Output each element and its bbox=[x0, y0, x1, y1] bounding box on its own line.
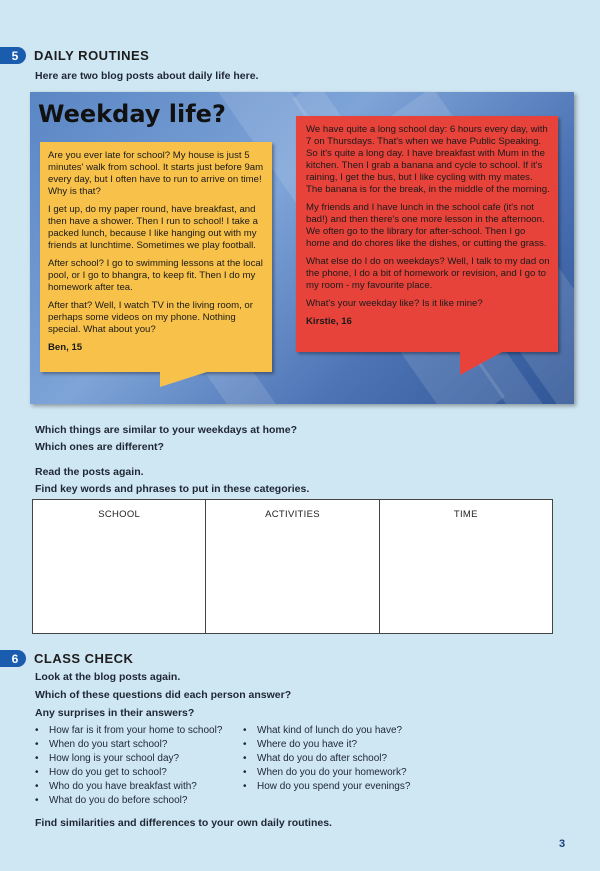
list-item: • How long is your school day? bbox=[35, 752, 222, 766]
post-paragraph: Are you ever late for school? My house is just 5 minutes' walk from school. It starts just before 9am every day, but I often have to run to arrive on time! Why is that? bbox=[48, 150, 264, 197]
blog-title: Weekday life? bbox=[38, 100, 226, 128]
post-author: Ben, 15 bbox=[48, 342, 83, 353]
post-paragraph: After that? Well, I watch TV in the living room, or perhaps some videos on my phone. Nothing special. What about you? bbox=[48, 300, 253, 335]
list-item: • When do you start school? bbox=[35, 738, 222, 752]
question-list-right bbox=[243, 724, 410, 794]
section-intro: Here are two blog posts about daily life here. bbox=[35, 70, 259, 82]
category-table bbox=[32, 499, 553, 634]
column-school[interactable] bbox=[33, 500, 206, 633]
column-activities[interactable] bbox=[206, 500, 379, 633]
prompt-read-again: Read the posts again. bbox=[35, 466, 144, 478]
list-item: • When do you do your homework? bbox=[243, 766, 410, 780]
prompt-similar: Which things are similar to your weekdays at home? bbox=[35, 424, 297, 436]
post-paragraph: My friends and I have lunch in the school cafe (it's not bad!) and then there's one more lesson in the afternoon. We often go to the library for after-school. Then I go home and do chores like the dishes, or cutting the grass. bbox=[306, 202, 547, 249]
speech-tail-kirstie bbox=[460, 351, 504, 375]
instruction-final: Find similarities and differences to your own daily routines. bbox=[35, 817, 332, 829]
blog-post-ben bbox=[40, 142, 272, 372]
instruction-which: Which of these questions did each person answer? bbox=[35, 689, 292, 701]
post-paragraph: After school? I go to swimming lessons at the local pool, or I go to bhangra, to keep fit. Then I do my homework after tea. bbox=[48, 258, 263, 293]
list-item: • How far is it from your home to school? bbox=[35, 724, 222, 738]
blog-post-kirstie bbox=[296, 116, 558, 352]
page-number: 3 bbox=[559, 838, 566, 850]
speech-tail-ben bbox=[160, 371, 210, 387]
section-number: 6 bbox=[0, 650, 26, 667]
section-number: 5 bbox=[0, 47, 26, 64]
section-title: CLASS CHECK bbox=[34, 651, 134, 666]
post-paragraph: What's your weekday like? Is it like mine? bbox=[306, 298, 483, 309]
section-title: DAILY ROUTINES bbox=[34, 48, 150, 63]
list-item: • Where do you have it? bbox=[243, 738, 410, 752]
blog-panel bbox=[30, 92, 574, 404]
list-item: • What kind of lunch do you have? bbox=[243, 724, 410, 738]
instruction-look: Look at the blog posts again. bbox=[35, 671, 181, 683]
list-item: • How do you get to school? bbox=[35, 766, 222, 780]
list-item: • What do you do after school? bbox=[243, 752, 410, 766]
column-header: SCHOOL bbox=[98, 509, 141, 520]
column-header: TIME bbox=[453, 509, 478, 520]
list-item: • How do you spend your evenings? bbox=[243, 780, 410, 794]
prompt-different: Which ones are different? bbox=[35, 441, 164, 453]
instruction-surprises: Any surprises in their answers? bbox=[35, 707, 195, 719]
prompt-find-key: Find key words and phrases to put in these categories. bbox=[35, 483, 310, 495]
section-5-header bbox=[0, 47, 149, 64]
post-paragraph: What else do I do on weekdays? Well, I talk to my dad on the phone, I do a bit of homework or revision, and I go to my room - my favourite place. bbox=[306, 256, 550, 291]
list-item: • What do you do before school? bbox=[35, 794, 222, 808]
question-list-left bbox=[35, 724, 222, 808]
section-6-header bbox=[0, 650, 133, 667]
post-author: Kirstie, 16 bbox=[306, 316, 352, 327]
post-paragraph: We have quite a long school day: 6 hours every day, with 7 on Thursdays. That's when we have Public Speaking. So it's quite a long day. I have breakfast with Mum in the kitchen. Then I grab a banana and cycle to school. If it's raining, I get the bus, but I like cycling with my mates. The banana is for the break, in the middle of the morning. bbox=[306, 124, 550, 195]
post-paragraph: I get up, do my paper round, have breakfast, and then have a shower. Then I run to school! I take a packed lunch, because I like hanging out with my friends at lunchtime. Sometimes we play football. bbox=[48, 204, 258, 251]
list-item: • Who do you have breakfast with? bbox=[35, 780, 222, 794]
column-header: ACTIVITIES bbox=[265, 509, 320, 520]
column-time[interactable] bbox=[380, 500, 552, 633]
